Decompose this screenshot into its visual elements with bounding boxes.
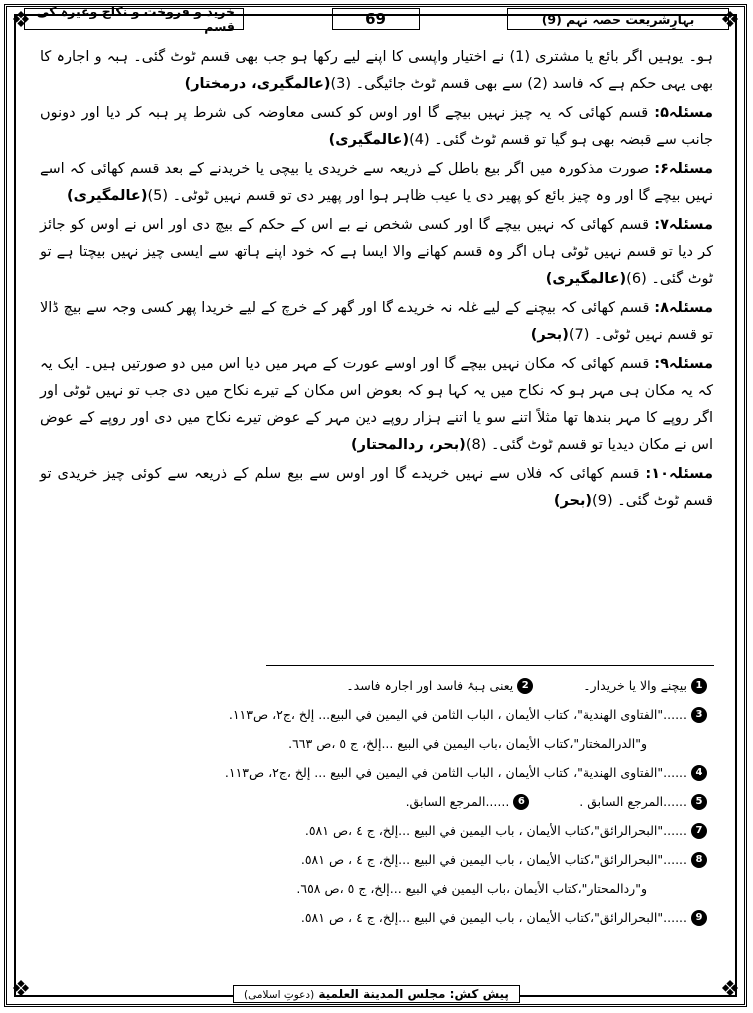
footnote	[46, 705, 707, 725]
paragraph-text: صورت مذکورہ میں اگر بیع باطل کے ذریعہ سے خریدی یا بیچی یا خریدنے کے بعد قسم کھائی کہ اسے نہیں بیچے گا اور وہ چیز بائع کو پھیر دی یا عیب ظاہر ہوا اور پھیر دی تو قسم نہیں ٹوٹی۔ (5)	[40, 161, 713, 204]
corner-ornament: ❖	[11, 977, 31, 1002]
footnote-row	[46, 676, 707, 705]
publisher-name: مجلس المدينة العلمية	[318, 987, 446, 1001]
masala-label: مسئلہ۱۰:	[645, 466, 714, 482]
footnote	[46, 821, 707, 841]
footnote-text: ......"الفتاوی الهندية"، كتاب الأيمان ، الباب الثامن في اليمين في البيع... إلخ ،ج٢، ص١١٣.	[228, 707, 687, 722]
footnote	[406, 792, 530, 812]
footnote-row	[46, 792, 707, 821]
footnote-number: 4	[691, 765, 707, 781]
paragraph	[40, 212, 713, 293]
masala-label: مسئلہ۵:	[654, 105, 713, 121]
footnote-continuation: و"ردالمحتار"،كتاب الأيمان ،باب اليمين في البيع ...إلخ، ج ٥ ،ص ٦٥٨.	[296, 881, 647, 896]
masala-label: مسئلہ۹:	[654, 356, 713, 372]
reference: (عالمگیری)	[328, 132, 410, 148]
footnote	[346, 676, 533, 696]
footnote-text: بیچنے والا یا خریدار۔	[583, 678, 687, 693]
footnote-number: 3	[691, 707, 707, 723]
paragraph	[40, 100, 713, 154]
chapter-title: خرید و فروخت و نکاح وغیرہ کی قسم	[24, 8, 244, 30]
book-title: بہارِشریعت حصہ نہم (9)	[507, 8, 729, 30]
reference: (بحر، ردالمحتار)	[351, 437, 466, 453]
masala-label: مسئلہ۷:	[654, 217, 713, 233]
paragraph	[40, 461, 713, 515]
reference: (بحر)	[530, 327, 569, 343]
footnote-text: ......"البحرالرائق"،كتاب الأيمان ، باب اليمين في البيع ...إلخ، ج ٤ ، ص ٥٨١.	[300, 910, 687, 925]
masala-label: مسئلہ۸:	[654, 300, 714, 316]
page-number: 69	[332, 8, 420, 30]
reference: (بحر)	[553, 493, 593, 509]
footnote-text: ......المرجع السابق .	[579, 794, 687, 809]
reference: (عالمگیری)	[545, 271, 627, 287]
running-header	[24, 6, 729, 32]
footnote-number: 6	[513, 794, 529, 810]
footer-label: پیش کش:	[449, 987, 509, 1001]
footnote-number: 1	[691, 678, 707, 694]
paragraph-text: قسم کھائی کہ مکان نہیں بیچے گا اور اوسے عورت کے مہر میں دیا اس میں دو صورتیں ہیں۔ ایک یہ کہ یہ مکان ہی مہر ہو کہ نکاح میں یہ کہا ہو کہ بعوض اس مکان کے تیرے نکاح میں دی جب تو نہیں ٹوٹی اور اگر روپے کا مہر بندھا تھا مثلاً اتنے سو یا اتنے ہزار روپے دین مہر کے عوض تیرے نکاح میں دی اور روپے کے عوض اس نے مکان دیدیا تو قسم ٹوٹ گئی۔ (8)	[40, 356, 713, 453]
paragraph-text: قسم کھائی کہ یہ چیز نہیں بیچے گا اور اوس کو کسی معاوضہ کی شرط پر ہبہ کر دیا اور دونوں جانب سے قبضہ بھی ہو گیا تو قسم ٹوٹ گئی۔ (4)	[40, 105, 713, 148]
footnote-number: 9	[691, 910, 707, 926]
publisher-box	[233, 985, 520, 1003]
footnote	[583, 676, 707, 696]
paragraph	[40, 156, 713, 210]
main-text	[40, 44, 713, 517]
footnote-text: ......المرجع السابق.	[405, 794, 510, 809]
footnote-continuation: و"الدرالمختار"،كتاب الأيمان ،باب اليمين في البيع ...إلخ، ج ٥ ،ص ٦٦٣.	[288, 736, 647, 751]
footnote-text: ......"البحرالرائق"،كتاب الأيمان ، باب اليمين في البيع ...إلخ، ج ٤ ، ص ٥٨١.	[300, 852, 687, 867]
footnote-text: ......"البحرالرائق"،كتاب الأيمان ، باب اليمين في البيع ...إلخ، ج ٤ ،ص ٥٨١.	[304, 823, 687, 838]
masala-label: مسئلہ۶:	[654, 161, 713, 177]
corner-ornament: ❖	[720, 977, 740, 1002]
footnote	[46, 850, 707, 870]
paragraph-text: قسم کھائی کہ فلاں سے نہیں خریدے گا اور اوس سے بیع سلم کے ذریعہ سے کوئی چیز خریدی تو قسم ٹوٹ گئی۔ (9)	[40, 466, 713, 509]
paragraph-text: ہو۔ یوہیں اگر بائع یا مشتری (1) نے اختیار واپسی کا اپنے لیے رکھا ہو جب بھی قسم ٹوٹ گئی۔ ہبہ و اجارہ کا بھی یہی حکم ہے کہ فاسد (2) سے بھی قسم ٹوٹ جائیگی۔ (3)	[40, 49, 713, 92]
paragraph-text: قسم کھائی کہ بیچنے کے لیے غلہ نہ خریدے گا اور گھر کے خرچ کے لیے خریدا پھر کسی وجہ سے بیچ ڈالا تو قسم نہیں ٹوٹی۔ (7)	[40, 300, 713, 343]
page-footer	[0, 983, 753, 1003]
paragraph-text: قسم کھائی کہ نہیں بیچے گا اور کسی شخص نے بے اس کے حکم کے بیچ دی اور اس نے اوس کو جائز کر دیا تو قسم نہیں ٹوٹی ہاں اگر وہ قسم کھانے والا ایسا ہے کہ خود اپنے ہاتھ سے ایسی چیز نہیں بیچتا ہے تو ٹوٹ گئی۔ (6)	[40, 217, 713, 287]
publisher-note: (دعوتِ اسلامی)	[244, 989, 315, 1001]
footnote-number: 8	[691, 852, 707, 868]
corner-ornament: ❖	[11, 8, 31, 33]
paragraph	[40, 295, 713, 349]
paragraph	[40, 44, 713, 98]
footnotes	[46, 676, 707, 937]
reference: (عالمگیری، درمختار)	[184, 76, 331, 92]
footnote-text: یعنی ہبۂ فاسد اور اجارہ فاسد۔	[346, 678, 514, 693]
footnote	[579, 792, 707, 812]
corner-ornament: ❖	[720, 8, 740, 33]
reference: (عالمگیری)	[67, 188, 148, 204]
footnote-number: 5	[691, 794, 707, 810]
paragraph	[40, 351, 713, 459]
footnote-divider	[266, 665, 714, 666]
footnote-number: 2	[517, 678, 533, 694]
footnote-number: 7	[691, 823, 707, 839]
footnote	[46, 763, 707, 783]
footnote-text: ......"الفتاوى الهندية"، كتاب الأيمان ، الباب الثامن في اليمين في البيع ... إلخ ،ج٢، ص١١٣.	[224, 765, 687, 780]
footnote	[46, 908, 707, 928]
